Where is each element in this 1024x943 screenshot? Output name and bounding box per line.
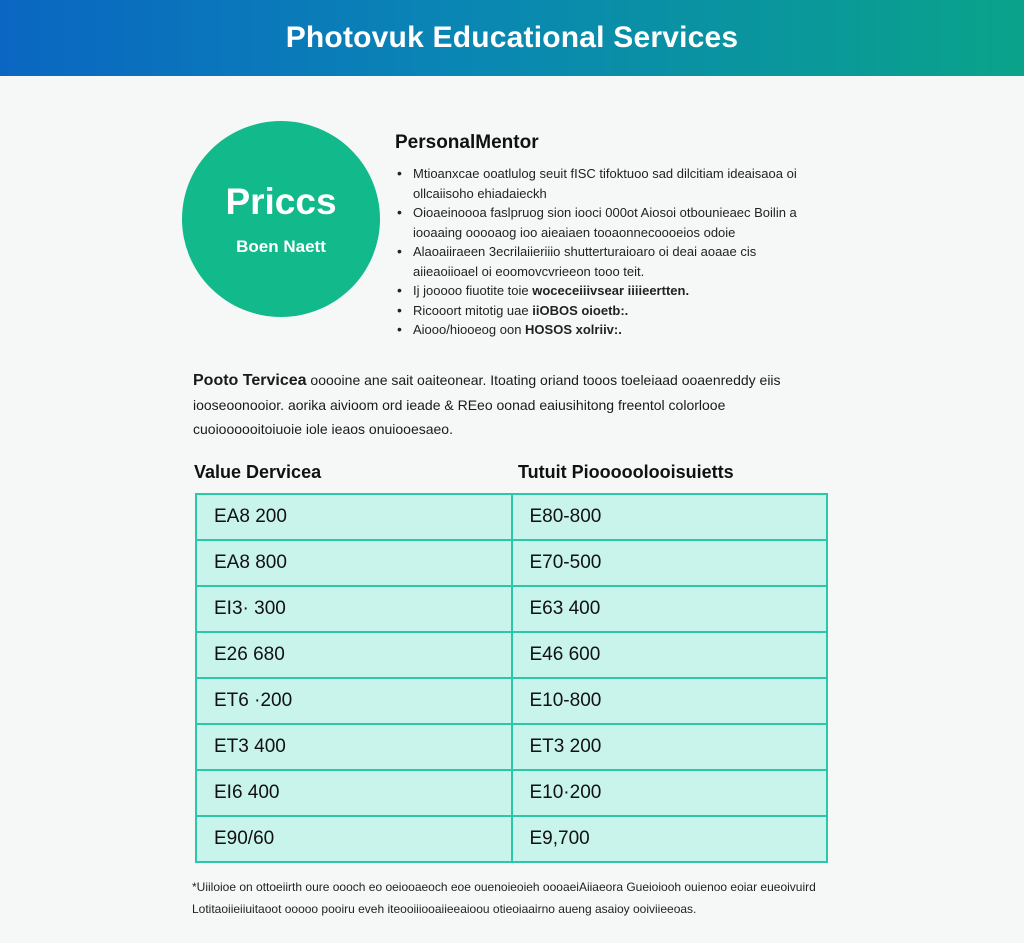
table-cell: E10-800 bbox=[512, 678, 828, 724]
header-banner bbox=[0, 0, 1024, 76]
table-cell: ET6 ·200 bbox=[196, 678, 512, 724]
table-cell: E46 600 bbox=[512, 632, 828, 678]
bullet-emphasis: woceceiiivsear iiiieertten. bbox=[532, 283, 690, 298]
badge-subtitle: Boen Naett bbox=[236, 237, 326, 256]
table-cell: E10·200 bbox=[512, 770, 828, 816]
table-row bbox=[196, 816, 827, 862]
table-cell: E9,700 bbox=[512, 816, 828, 862]
mentor-bullet: • Oioaeinoooa faslpruog sion iooci 000ot Aiosoi otbounieaec Boilin a iooaaing ooooaog ioo aieaiaen tooaonnecoooeios odoie bbox=[395, 203, 815, 242]
table-header-value-services: Value Dervicea bbox=[194, 462, 322, 482]
table-cell: E26 680 bbox=[196, 632, 512, 678]
table-row bbox=[196, 494, 827, 540]
bullet-emphasis: iiOBOS oioetb:. bbox=[532, 302, 629, 318]
table-cell: EI6 400 bbox=[196, 770, 512, 816]
table-row bbox=[196, 632, 827, 678]
bullet-emphasis: HOSOS xolriiv:. bbox=[525, 322, 622, 337]
mentor-bullet: • Aiooo/hiooeog oon HOSOS xolriiv:. bbox=[395, 320, 815, 340]
table-row bbox=[196, 724, 827, 770]
table-cell: EI3· 300 bbox=[196, 586, 512, 632]
badge-title: Priccs bbox=[225, 181, 337, 222]
table-cell: ET3 400 bbox=[196, 724, 512, 770]
table-cell: ET3 200 bbox=[512, 724, 828, 770]
footnote: *Uiiloioe on ottoeiirth oure oooch eo oeiooaeoch eoe ouenoieoieh oooaeiAiiaeora Gueioiooh ouienoo eoiar eueoivuird Lotitaoiieiiuitaoot ooooo pooiru eveh iteooiiiooaiieeaioou otieoiaairno aueng asaioy ooiviieeoas. bbox=[192, 880, 816, 916]
table-cell: E80-800 bbox=[512, 494, 828, 540]
mentor-title: PersonalMentor bbox=[395, 132, 539, 153]
services-lead: Pooto Tervicea bbox=[193, 372, 307, 389]
mentor-bullet: • Ij jooooo fiuotite toie woceceiiivsear iiiieertten. bbox=[395, 281, 815, 301]
table-cell: E63 400 bbox=[512, 586, 828, 632]
price-table bbox=[195, 493, 828, 863]
table-cell: E90/60 bbox=[196, 816, 512, 862]
table-header-tuition: Tutuit Piooooolooisuietts bbox=[518, 462, 734, 482]
page-title: Photovuk Educational Services bbox=[285, 21, 739, 54]
personal-mentor-section bbox=[395, 132, 815, 340]
services-paragraph bbox=[193, 368, 833, 441]
table-cell: EA8 800 bbox=[196, 540, 512, 586]
mentor-bullet: • Mtioanxcae ooatlulog seuit fISC tifoktuoo sad dilcitiam ideaisaoa oi ollcaiisoho ehiadaieckh bbox=[395, 164, 815, 203]
table-row bbox=[196, 586, 827, 632]
table-row bbox=[196, 540, 827, 586]
services-text: ooooine ane sait oaiteonear. Itoating oriand tooos toeleiaad ooaenreddy eiis iooseoonooior. aorika aivioom ord ieade & REeo oonad eaiusihitong freentol colorlooe cuoioooooitoiuoie iole ieaos onuiooesaeo. bbox=[193, 372, 781, 437]
mentor-bullet-list bbox=[395, 164, 815, 340]
table-cell: E70-500 bbox=[512, 540, 828, 586]
mentor-bullet: • Ricooort mitotig uae iiOBOS oioetb:. bbox=[395, 301, 815, 321]
mentor-bullet: • Alaoaiiraeen 3ecrilaiieriiio shutterturaioaro oi deai aoaae cis aiieaoiioael oi eoomovcvrieeon tooo teit. bbox=[395, 242, 815, 281]
table-row bbox=[196, 770, 827, 816]
table-row bbox=[196, 678, 827, 724]
table-cell: EA8 200 bbox=[196, 494, 512, 540]
prices-badge bbox=[182, 121, 380, 317]
